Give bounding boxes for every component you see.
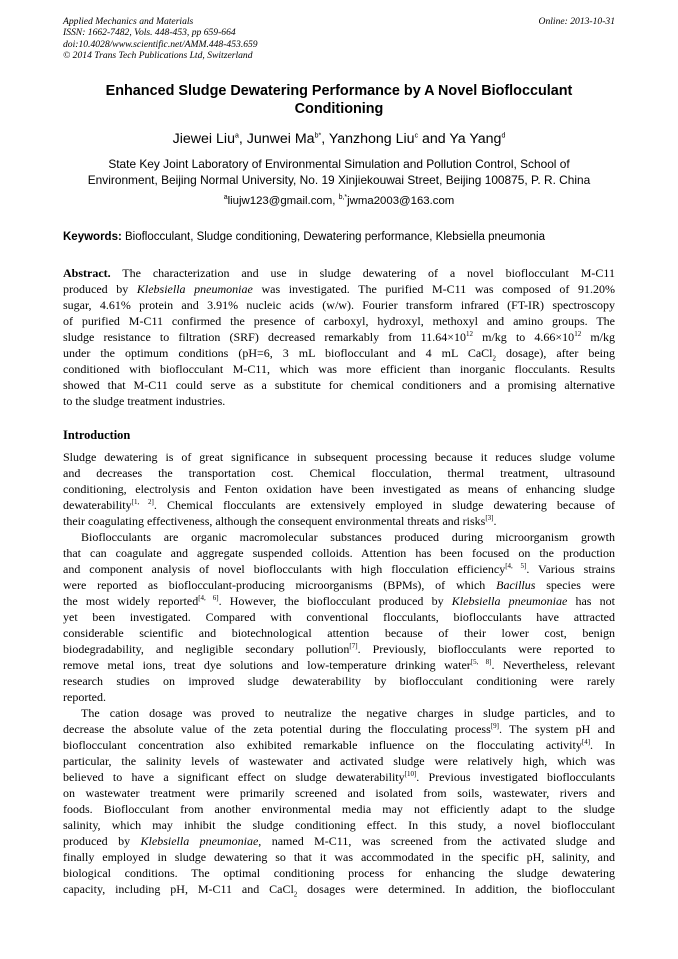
- body-line: believed to have a significant effect on sludge dewaterability[10]. Previous investigated bioflocculants: [63, 770, 615, 784]
- body-line: and component analysis of novel bioflocculants with high flocculation efficiency[4, 5]. Various strains: [63, 562, 615, 576]
- body-line: Sludge dewatering is of great significance in subsequent processing because it reduces sludge volume: [63, 450, 615, 464]
- citation: [10]: [404, 770, 417, 778]
- citation: [4]: [581, 738, 591, 746]
- body-line: biodegradability, and negligible secondary pollution[7]. Previously, bioflocculants were reported to: [63, 642, 615, 656]
- body-line: produced by Klebsiella pneumoniae, named M-C11, was screened from the activated sludge and: [63, 834, 615, 848]
- author-mark: b*: [314, 132, 322, 140]
- keywords-text: Bioflocculant, Sludge conditioning, Dewatering performance, Klebsiella pneumonia: [121, 231, 545, 243]
- author-mark: c: [414, 132, 419, 140]
- email-mark: b,*: [338, 194, 348, 202]
- body-line: that can coagulate and aggregate suspended colloids. Attention has been focused on the production: [63, 546, 615, 560]
- abstract: [63, 265, 615, 409]
- email-link[interactable]: jwma2003@163.com: [347, 195, 455, 207]
- author-name: Jiewei Liu: [172, 131, 235, 147]
- body-line: foods. Bioflocculant from another environmental media may not efficiently adapt to the sludge: [63, 802, 615, 816]
- affiliation-line-2: Environment, Beijing Normal University, No. 19 Xinjiekouwai Street, Beijing 100875, P. R. China: [87, 173, 591, 187]
- body-line: The cation dosage was proved to neutralize the negative charges in sludge particles, and to: [81, 706, 615, 720]
- affiliation-line-1: State Key Joint Laboratory of Environmental Simulation and Pollution Control, School of: [108, 157, 570, 171]
- title-line-2: Conditioning: [294, 101, 384, 117]
- author-emails: [63, 193, 615, 209]
- abstract-line: conditioned with bioflocculant M-C11, which was more efficient than inorganic flocculants. Results: [63, 362, 615, 376]
- body-line: finally employed in sludge dewatering so that it was accommodated in the specific pH, salinity, and: [63, 850, 615, 864]
- citation: [4, 5]: [505, 562, 527, 570]
- citation: [9]: [490, 722, 499, 730]
- journal-name: Applied Mechanics and Materials: [63, 16, 194, 27]
- citation: [3]: [485, 514, 494, 522]
- author-list: [63, 130, 615, 148]
- journal-doi: doi:10.4028/www.scientific.net/AMM.448-453.659: [63, 38, 258, 50]
- body-line: decrease the absolute value of the zeta potential during the flocculating process[9]. The system pH and: [63, 722, 616, 736]
- citation: [1, 2]: [131, 498, 154, 506]
- abstract-line: sludge resistance to filtration (SRF) decreased remarkably from $11.64\times 10^{12}$ m/kg to $4.66\times 10^{12}$ m/kg: [63, 330, 615, 344]
- abstract-line: showed that M-C11 could serve as a substitute for chemical conditioners and a promising alternative: [63, 378, 615, 392]
- paper-title: [63, 82, 615, 118]
- email-mark: a: [223, 194, 228, 202]
- citation: [5, 8]: [470, 658, 492, 666]
- body-line: considerable scientific and biotechnological attention because of their lower cost, benign: [63, 626, 615, 640]
- body-line: the most widely reported[4, 6]. However, the bioflocculant produced by Klebsiella pneumoniae has not: [63, 594, 615, 608]
- body-line: particular, the salinity levels of wastewater and activated sludge were relatively high, which was: [63, 754, 615, 768]
- abstract-line: produced by Klebsiella pneumoniae was investigated. The purified M-C11 was composed of 91.20%: [63, 282, 615, 296]
- abstract-line: Abstract. The characterization and use in sludge dewatering of a novel bioflocculant M-C11: [63, 266, 615, 280]
- abstract-line: sugar, 4.61% protein and 3.91% nucleic acids (w/w). Fourier transform infrared (FT-IR) spectroscopy: [63, 298, 615, 312]
- body-line: dewaterability[1, 2]. Chemical flocculants are extensively employed in sludge dewatering because of: [63, 498, 615, 512]
- keywords: [63, 229, 615, 245]
- journal-copyright: © 2014 Trans Tech Publications Ltd, Switzerland: [63, 50, 253, 62]
- abstract-line: of purified M-C11 confirmed the presence of carboxyl, hydroxyl, methoxyl and amino groups. The: [63, 314, 615, 328]
- journal-issn: ISSN: 1662-7482, Vols. 448-453, pp 659-664: [63, 27, 236, 39]
- body-line: yet been investigated. Compared with conventional flocculants, bioflocculants have attracted: [63, 610, 615, 624]
- body-line: remove metal ions, treat dye solutions and low-temperature drinking water[5, 8]. Nevertheless, relevant: [63, 658, 615, 672]
- body-line: research studies on improved sludge dewaterability by bioflocculant conditioning were rarely: [63, 674, 615, 688]
- body-line: Bioflocculants are organic macromolecular substances produced during microorganism growth: [81, 530, 615, 544]
- author-mark: a: [234, 132, 239, 140]
- body-line: their coagulating effectiveness, although the consequent environmental threats and risks[3].: [63, 514, 497, 528]
- body-line: bioflocculant concentration also exhibited remarkable influence on the flocculating activity[4]. In: [63, 738, 615, 752]
- author-mark: d: [501, 132, 506, 140]
- abstract-label: Abstract.: [63, 266, 111, 280]
- author-name: , Junwei Ma: [238, 131, 315, 147]
- citation: [7]: [349, 642, 358, 650]
- author-name: , Yanzhong Liu: [321, 131, 415, 147]
- affiliation: [63, 156, 615, 188]
- body-line: and decreases the transportation cost. Chemical flocculation, thermal treatment, ultrasound: [63, 466, 615, 480]
- body-line: conditioning, electrolysis and Fenton oxidation have been investigated as means of enhancing sludge: [63, 482, 615, 496]
- body-line: were reported as bioflocculant-producing microorganisms (BPMs), of which Bacillus species were: [63, 578, 616, 592]
- keywords-label: Keywords:: [63, 231, 122, 243]
- introduction-body: [63, 449, 615, 897]
- body-line: on wastewater treatment were primarily screened and isolated from soils, wastewater, rivers and: [63, 786, 615, 800]
- body-line: capacity, including pH, M-C11 and CaCl$_2$ dosages were determined. In addition, the bioflocculant: [63, 882, 616, 899]
- section-heading: Introduction: [63, 428, 131, 442]
- online-date: Online: 2013-10-31: [538, 16, 615, 27]
- body-line: salinity, which may inhibit the sludge conditioning effect. In this study, a novel bioflocculant: [63, 818, 615, 832]
- body-line: reported.: [63, 690, 106, 704]
- journal-header: [63, 16, 615, 62]
- abstract-line: under the optimum conditions (pH=6, 3 mL bioflocculant and 4 mL CaCl$_2$ dosage), after being: [63, 346, 615, 363]
- author-name: and Ya Yang: [418, 131, 502, 147]
- email-link[interactable]: liujw123@gmail.com,: [227, 195, 339, 207]
- abstract-line: to the sludge treatment industries.: [63, 394, 226, 408]
- citation: [4, 6]: [198, 594, 219, 602]
- title-line-1: Enhanced Sludge Dewatering Performance by A Novel Bioflocculant: [105, 83, 573, 99]
- body-line: biological conditions. The optimal conditioning process for enhancing the sludge dewatering: [63, 866, 615, 880]
